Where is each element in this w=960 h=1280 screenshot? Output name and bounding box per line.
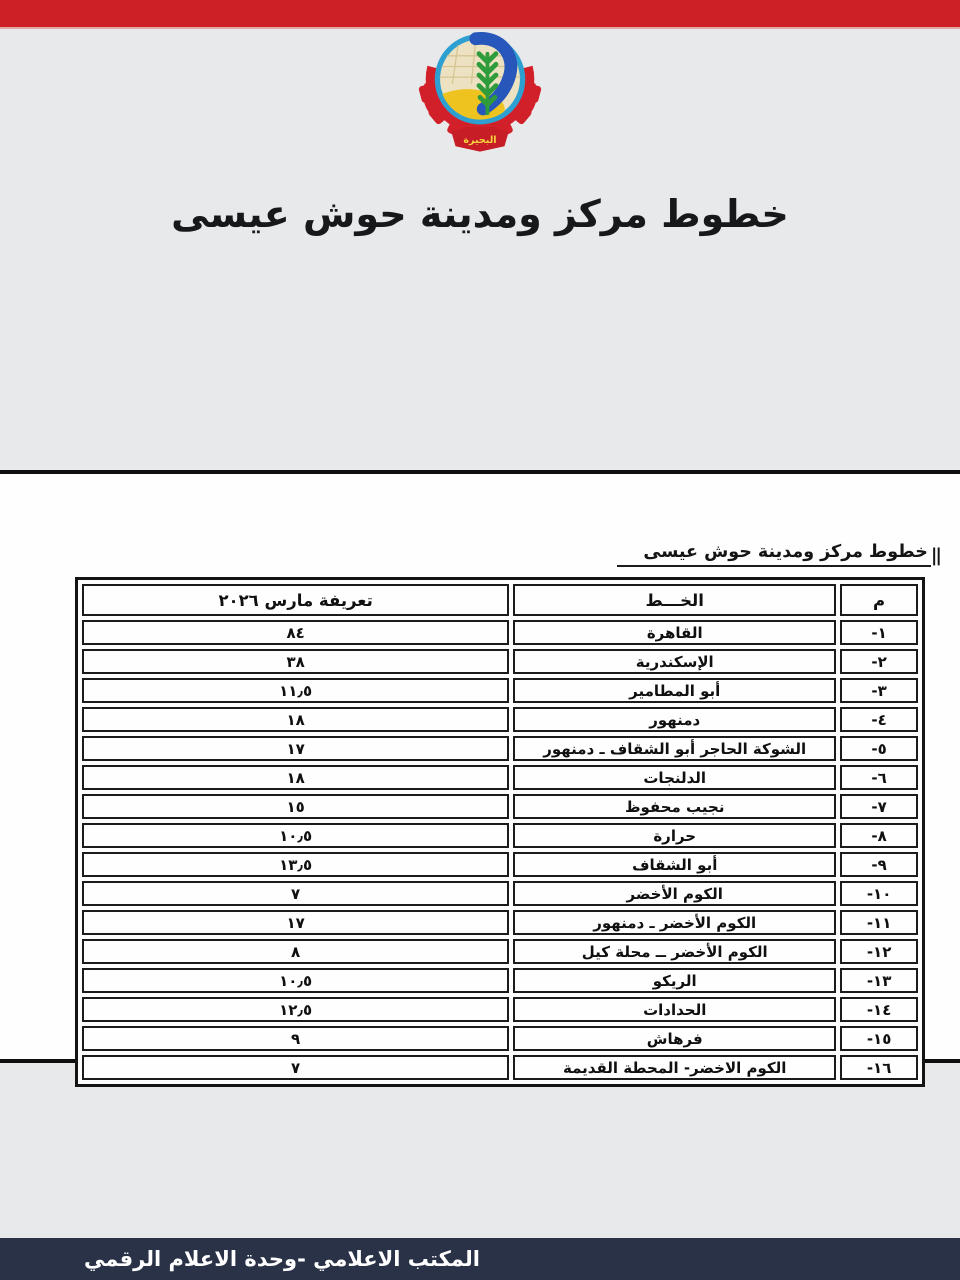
row-tariff-cell: ٩ — [82, 1026, 509, 1051]
row-index-cell: ١٣- — [840, 968, 918, 993]
table-row — [82, 678, 918, 703]
scanned-document — [0, 470, 960, 1077]
table-row — [82, 1055, 918, 1080]
row-line-cell: الكوم الأخضر ـ دمنهور — [513, 910, 836, 935]
caption-edge-marks: || — [930, 545, 940, 566]
row-index-cell: ٨- — [840, 823, 918, 848]
row-line-cell: الحدادات — [513, 997, 836, 1022]
row-line-cell: أبو المطامير — [513, 678, 836, 703]
page-title: خطوط مركز ومدينة حوش عيسى — [171, 192, 789, 236]
row-tariff-cell: ٣٨ — [82, 649, 509, 674]
row-line-cell: الكوم الاخضر- المحطة القديمة — [513, 1055, 836, 1080]
row-tariff-cell: ٨ — [82, 939, 509, 964]
table-row — [82, 968, 918, 993]
beheira-governorate-logo — [414, 26, 546, 158]
table-row — [82, 997, 918, 1022]
logo-ribbon — [451, 127, 508, 151]
table-row — [82, 852, 918, 877]
row-tariff-cell: ١٨ — [82, 707, 509, 732]
tariff-table — [78, 580, 922, 1084]
header-tariff: تعريفة مارس ٢٠٢٦ — [82, 584, 509, 616]
row-tariff-cell: ١٠٫٥ — [82, 968, 509, 993]
row-tariff-cell: ١٣٫٥ — [82, 852, 509, 877]
footer-bar — [0, 1238, 960, 1280]
row-index-cell: ٤- — [840, 707, 918, 732]
row-tariff-cell: ١١٫٥ — [82, 678, 509, 703]
table-row — [82, 736, 918, 761]
table-row — [82, 881, 918, 906]
beheira-logo-graphic — [414, 26, 546, 158]
table-row — [82, 620, 918, 645]
row-line-cell: حرارة — [513, 823, 836, 848]
row-tariff-cell: ٧ — [82, 1055, 509, 1080]
row-line-cell: الريكو — [513, 968, 836, 993]
table-header-row — [82, 584, 918, 616]
row-tariff-cell: ٨٤ — [82, 620, 509, 645]
table-row — [82, 707, 918, 732]
row-index-cell: ١٢- — [840, 939, 918, 964]
table-caption: خطوط مركز ومدينة حوش عيسى — [617, 542, 930, 567]
row-line-cell: القاهرة — [513, 620, 836, 645]
table-row — [82, 1026, 918, 1051]
row-tariff-cell: ١٠٫٥ — [82, 823, 509, 848]
row-index-cell: ١١- — [840, 910, 918, 935]
table-caption-row — [617, 542, 940, 567]
row-index-cell: ١٦- — [840, 1055, 918, 1080]
row-index-cell: ٧- — [840, 794, 918, 819]
row-index-cell: ١٠- — [840, 881, 918, 906]
row-line-cell: الكوم الأخضر — [513, 881, 836, 906]
top-red-bar — [0, 0, 960, 29]
row-line-cell: نجيب محفوظ — [513, 794, 836, 819]
table-row — [82, 823, 918, 848]
footer-credit-text: المكتب الاعلامي -وحدة الاعلام الرقمي — [84, 1247, 480, 1271]
row-line-cell: الشوكة الحاجر أبو الشقاف ـ دمنهور — [513, 736, 836, 761]
row-line-cell: الدلنجات — [513, 765, 836, 790]
row-index-cell: ٦- — [840, 765, 918, 790]
row-index-cell: ١٥- — [840, 1026, 918, 1051]
header-line: الخـــط — [513, 584, 836, 616]
row-line-cell: أبو الشقاف — [513, 852, 836, 877]
row-line-cell: فرهاش — [513, 1026, 836, 1051]
table-row — [82, 794, 918, 819]
row-tariff-cell: ١٥ — [82, 794, 509, 819]
table-row — [82, 765, 918, 790]
row-line-cell: الكوم الأخضر ــ محلة كيل — [513, 939, 836, 964]
row-index-cell: ١- — [840, 620, 918, 645]
row-index-cell: ٢- — [840, 649, 918, 674]
row-tariff-cell: ١٨ — [82, 765, 509, 790]
row-tariff-cell: ٧ — [82, 881, 509, 906]
logo-ribbon-text: البحيرة — [463, 135, 497, 147]
row-tariff-cell: ١٧ — [82, 910, 509, 935]
row-tariff-cell: ١٧ — [82, 736, 509, 761]
row-line-cell: دمنهور — [513, 707, 836, 732]
table-row — [82, 910, 918, 935]
table-row — [82, 939, 918, 964]
row-tariff-cell: ١٢٫٥ — [82, 997, 509, 1022]
row-index-cell: ٣- — [840, 678, 918, 703]
row-line-cell: الإسكندرية — [513, 649, 836, 674]
header-index: م — [840, 584, 918, 616]
row-index-cell: ٥- — [840, 736, 918, 761]
row-index-cell: ٩- — [840, 852, 918, 877]
table-row — [82, 649, 918, 674]
row-index-cell: ١٤- — [840, 997, 918, 1022]
tariff-table-wrapper — [75, 577, 925, 1087]
